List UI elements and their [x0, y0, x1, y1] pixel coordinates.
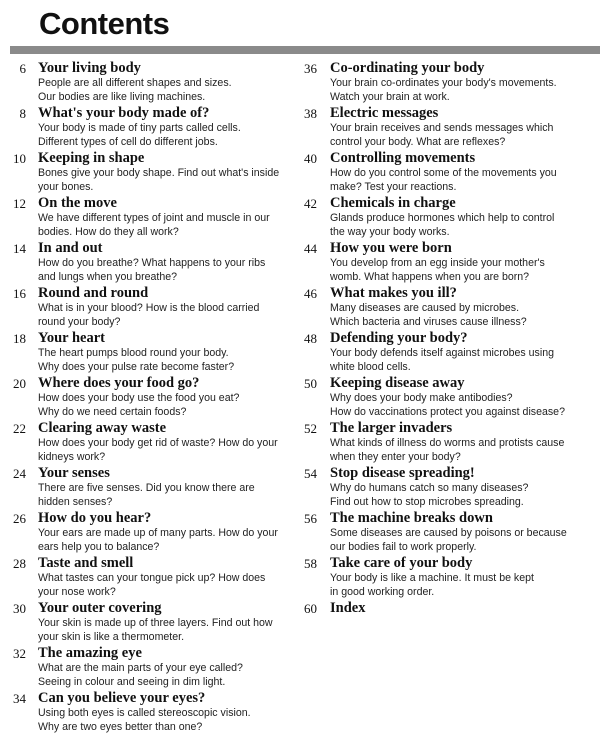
- description-line: Why does your body make antibodies?: [330, 392, 513, 404]
- entry-heading: On the move: [38, 195, 117, 211]
- entry-description: [38, 121, 241, 149]
- description-line: Watch your brain at work.: [330, 91, 450, 103]
- description-line: Your brain co-ordinates your body's movements.: [330, 77, 557, 89]
- description-line: Which bacteria and viruses cause illness?: [330, 316, 527, 328]
- description-line: in good working order.: [330, 586, 435, 598]
- description-line: Bones give your body shape. Find out what's inside: [38, 167, 280, 179]
- description-line: your skin is like a thermometer.: [38, 631, 185, 643]
- entry-heading: Keeping in shape: [38, 150, 145, 166]
- page-number: 14: [13, 241, 26, 256]
- entry-description: [330, 526, 567, 554]
- contents-entry: [292, 420, 600, 465]
- description-line: How do vaccinations protect you against disease?: [330, 406, 565, 418]
- description-line: your nose work?: [38, 586, 116, 598]
- description-line: What kinds of illness do worms and protists cause: [330, 437, 565, 449]
- entry-heading: In and out: [38, 240, 103, 256]
- entry-description: [330, 121, 553, 149]
- entry-description: [38, 571, 265, 599]
- description-line: Different types of cell do different jobs.: [38, 136, 218, 148]
- contents-entry: [0, 375, 290, 420]
- page-number: 12: [13, 196, 26, 211]
- description-line: What tastes can your tongue pick up? How does: [38, 572, 266, 584]
- entry-heading: Round and round: [38, 285, 149, 301]
- entry-heading: Chemicals in charge: [330, 195, 456, 211]
- description-line: How does your body use the food you eat?: [38, 392, 240, 404]
- page-number: 30: [13, 601, 26, 616]
- page-number: 36: [304, 61, 317, 76]
- entry-heading: Electric messages: [330, 105, 439, 121]
- title-rule: [10, 46, 600, 54]
- contents-entry: [0, 150, 290, 195]
- page-number: 54: [304, 466, 317, 481]
- entry-heading: Taste and smell: [38, 555, 134, 571]
- contents-entry: [0, 195, 290, 240]
- description-line: Your body defends itself against microbes using: [330, 347, 554, 359]
- contents-entry: [0, 285, 290, 330]
- page-title: Contents: [39, 6, 170, 41]
- description-line: How do you control some of the movements you: [330, 167, 557, 179]
- description-line: Your skin is made up of three layers. Find out how: [38, 617, 273, 629]
- description-line: control your body. What are reflexes?: [330, 136, 506, 148]
- description-line: Glands produce hormones which help to control: [330, 212, 555, 224]
- entry-heading: Stop disease spreading!: [330, 465, 475, 481]
- contents-entry: [292, 105, 600, 150]
- page-number: 24: [13, 466, 26, 481]
- entry-heading: How do you hear?: [38, 510, 152, 526]
- description-line: Some diseases are caused by poisons or because: [330, 527, 567, 539]
- description-line: Why do we need certain foods?: [38, 406, 187, 418]
- description-line: hidden senses?: [38, 496, 113, 508]
- page-number: 50: [304, 376, 317, 391]
- description-line: Your brain receives and sends messages which: [330, 122, 554, 134]
- page-number: 6: [19, 61, 26, 76]
- description-line: ears help you to balance?: [38, 541, 160, 553]
- page-number: 56: [304, 511, 317, 526]
- entry-description: [330, 436, 564, 464]
- description-line: bodies. How do they all work?: [38, 226, 179, 238]
- contents-entry: [292, 330, 600, 375]
- entry-heading: The amazing eye: [38, 645, 142, 661]
- entry-description: [38, 76, 232, 104]
- entry-description: [330, 211, 554, 239]
- entry-heading: Controlling movements: [330, 150, 476, 166]
- contents-column-right: [292, 60, 600, 645]
- description-line: Our bodies are like living machines.: [38, 91, 206, 103]
- contents-entry: [0, 600, 290, 645]
- page-number: 46: [304, 286, 317, 301]
- entry-description: [330, 256, 545, 284]
- contents-entry: [0, 60, 290, 105]
- description-line: our bodies fail to work properly.: [330, 541, 477, 553]
- contents-entry: [0, 555, 290, 600]
- page-number: 32: [13, 646, 26, 661]
- description-line: You develop from an egg inside your mother's: [330, 257, 545, 269]
- page-number: 40: [304, 151, 317, 166]
- page-number: 26: [13, 511, 26, 526]
- description-line: white blood cells.: [330, 361, 411, 373]
- entry-heading: Take care of your body: [330, 555, 473, 571]
- description-line: How does your body get rid of waste? How do your: [38, 437, 278, 449]
- entry-heading: Your living body: [38, 60, 141, 76]
- page-number: 52: [304, 421, 317, 436]
- description-line: the way your body works.: [330, 226, 450, 238]
- entry-description: [38, 346, 234, 374]
- entry-heading: Your outer covering: [38, 600, 162, 616]
- entry-description: [38, 256, 265, 284]
- page-number: 16: [13, 286, 26, 301]
- entry-heading: How you were born: [330, 240, 452, 256]
- entry-heading: What's your body made of?: [38, 105, 210, 121]
- entry-heading: Co-ordinating your body: [330, 60, 485, 76]
- page-number: 10: [13, 151, 26, 166]
- description-line: Your ears are made up of many parts. How do your: [38, 527, 278, 539]
- entry-heading: Clearing away waste: [38, 420, 167, 436]
- contents-entry: [0, 105, 290, 150]
- contents-entry: [0, 420, 290, 465]
- page-number: 18: [13, 331, 26, 346]
- description-line: Many diseases are caused by microbes.: [330, 302, 520, 314]
- entry-heading: The machine breaks down: [330, 510, 493, 526]
- entry-description: [38, 616, 273, 644]
- description-line: kidneys work?: [38, 451, 106, 463]
- contents-entry: [292, 510, 600, 555]
- page-number: 8: [19, 106, 26, 121]
- contents-entry: [0, 690, 290, 735]
- entry-heading: Keeping disease away: [330, 375, 465, 391]
- description-line: We have different types of joint and muscle in our: [38, 212, 270, 224]
- page-number: 20: [13, 376, 26, 391]
- entry-description: [330, 166, 557, 194]
- description-line: Why does your pulse rate become faster?: [38, 361, 235, 373]
- description-line: Using both eyes is called stereoscopic vision.: [38, 707, 251, 719]
- entry-description: [38, 211, 270, 239]
- entry-description: [330, 76, 557, 104]
- entry-description: [330, 346, 554, 374]
- description-line: How do you breathe? What happens to your ribs: [38, 257, 266, 269]
- page-number: 44: [304, 241, 317, 256]
- description-line: Find out how to stop microbes spreading.: [330, 496, 524, 508]
- contents-entry: [0, 510, 290, 555]
- description-line: What is in your blood? How is the blood carried: [38, 302, 260, 314]
- description-line: Seeing in colour and seeing in dim light.: [38, 676, 226, 688]
- description-line: Your body is like a machine. It must be kept: [330, 572, 534, 584]
- entry-heading: The larger invaders: [330, 420, 453, 436]
- description-line: The heart pumps blood round your body.: [38, 347, 229, 359]
- entry-description: [38, 436, 278, 464]
- description-line: and lungs when you breathe?: [38, 271, 178, 283]
- entry-description: [38, 481, 255, 509]
- contents-entry: [292, 600, 600, 645]
- contents-entry: [0, 330, 290, 375]
- contents-entry: [292, 555, 600, 600]
- entry-heading: Your heart: [38, 330, 105, 346]
- entry-heading: Can you believe your eyes?: [38, 690, 206, 706]
- description-line: People are all different shapes and sizes.: [38, 77, 232, 89]
- entry-description: [38, 166, 279, 194]
- description-line: What are the main parts of your eye called?: [38, 662, 243, 674]
- contents-column-left: [0, 60, 290, 735]
- page-number: 38: [304, 106, 317, 121]
- page-number: 42: [304, 196, 317, 211]
- contents-entry: [292, 285, 600, 330]
- page-number: 28: [13, 556, 26, 571]
- contents-entry: [0, 645, 290, 690]
- entry-description: [38, 391, 239, 419]
- contents-entry: [292, 465, 600, 510]
- page-number: 34: [13, 691, 26, 706]
- description-line: Why do humans catch so many diseases?: [330, 482, 529, 494]
- entry-heading: Defending your body?: [330, 330, 468, 346]
- entry-description: [330, 391, 565, 419]
- page-number: 48: [304, 331, 317, 346]
- description-line: Your body is made of tiny parts called cells.: [38, 122, 241, 134]
- description-line: when they enter your body?: [330, 451, 461, 463]
- entry-description: [330, 301, 527, 329]
- contents-entry: [292, 375, 600, 420]
- entry-heading: Where does your food go?: [38, 375, 200, 391]
- entry-description: [38, 706, 251, 734]
- contents-entry: [292, 195, 600, 240]
- entry-heading: Index: [330, 600, 366, 616]
- entry-description: [330, 571, 534, 599]
- description-line: your bones.: [38, 181, 94, 193]
- contents-entry: [292, 240, 600, 285]
- entry-description: [330, 481, 528, 509]
- page-number: 58: [304, 556, 317, 571]
- description-line: round your body?: [38, 316, 121, 328]
- page-number: 22: [13, 421, 26, 436]
- contents-entry: [0, 240, 290, 285]
- entry-heading: What makes you ill?: [330, 285, 457, 301]
- description-line: Why are two eyes better than one?: [38, 721, 203, 733]
- description-line: make? Test your reactions.: [330, 181, 457, 193]
- entry-description: [38, 301, 259, 329]
- contents-entry: [292, 60, 600, 105]
- description-line: There are five senses. Did you know there are: [38, 482, 255, 494]
- description-line: womb. What happens when you are born?: [330, 271, 530, 283]
- page-number: 60: [304, 601, 317, 616]
- entry-description: [38, 661, 243, 689]
- entry-description: [38, 526, 278, 554]
- contents-entry: [292, 150, 600, 195]
- contents-entry: [0, 465, 290, 510]
- entry-heading: Your senses: [38, 465, 110, 481]
